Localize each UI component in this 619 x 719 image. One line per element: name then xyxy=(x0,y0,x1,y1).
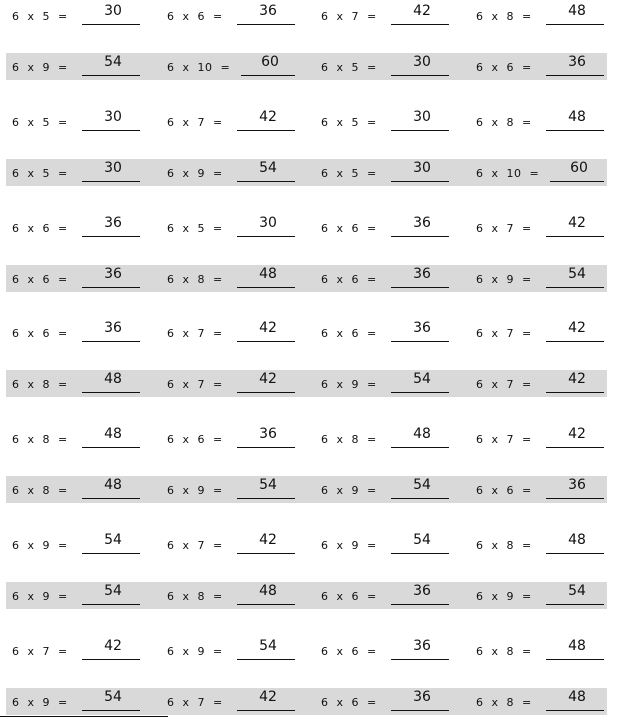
problem-expression: 6 x 7 = xyxy=(167,695,223,709)
math-problem xyxy=(321,370,461,397)
math-problem xyxy=(476,159,616,186)
answer-value: 42 xyxy=(259,532,277,548)
answer-value: 48 xyxy=(104,477,122,494)
answer-value: 54 xyxy=(259,159,277,176)
math-problem xyxy=(12,688,152,715)
worksheet-row xyxy=(6,319,607,346)
answer-value: 30 xyxy=(413,53,431,70)
worksheet-row xyxy=(6,637,607,664)
math-problem xyxy=(321,582,461,609)
math-problem xyxy=(167,319,307,346)
math-problem xyxy=(476,425,616,452)
math-problem xyxy=(476,582,616,609)
answer-line[interactable] xyxy=(391,53,449,76)
problem-expression: 6 x 6 = xyxy=(12,221,68,235)
answer-value: 54 xyxy=(413,477,431,494)
answer-line[interactable] xyxy=(546,688,604,711)
answer-line[interactable] xyxy=(82,265,140,288)
math-problem xyxy=(12,265,152,292)
answer-value: 30 xyxy=(413,108,431,125)
answer-value: 54 xyxy=(104,582,122,599)
math-problem xyxy=(167,159,307,186)
worksheet-row xyxy=(6,2,607,29)
problem-expression: 6 x 5 = xyxy=(321,60,377,74)
math-problem xyxy=(476,265,616,292)
answer-value: 48 xyxy=(259,265,277,282)
math-problem xyxy=(12,214,152,241)
problem-expression: 6 x 6 = xyxy=(321,272,377,286)
problem-expression: 6 x 6 = xyxy=(12,272,68,286)
answer-value: 48 xyxy=(104,426,122,443)
answer-value: 48 xyxy=(104,371,122,388)
math-problem xyxy=(167,265,307,292)
math-problem xyxy=(12,425,152,452)
problem-expression: 6 x 6 = xyxy=(321,221,377,235)
answer-line[interactable] xyxy=(82,108,140,131)
worksheet-row-shaded xyxy=(6,688,607,715)
answer-line[interactable] xyxy=(546,320,604,342)
answer-value: 30 xyxy=(104,108,122,125)
answer-line[interactable] xyxy=(546,214,604,237)
problem-expression: 6 x 6 = xyxy=(167,433,223,447)
answer-value: 54 xyxy=(104,688,122,705)
answer-line[interactable] xyxy=(391,637,449,660)
answer-line[interactable] xyxy=(391,371,449,393)
answer-value: 54 xyxy=(104,53,122,70)
math-problem xyxy=(476,319,616,346)
problem-expression: 6 x 8 = xyxy=(476,115,532,129)
answer-value: 36 xyxy=(104,320,122,337)
problem-expression: 6 x 8 = xyxy=(476,695,532,709)
answer-value: 48 xyxy=(568,637,586,654)
answer-value: 54 xyxy=(568,582,586,599)
answer-value: 54 xyxy=(104,532,122,548)
math-problem xyxy=(321,425,461,452)
problem-expression: 6 x 8 = xyxy=(476,10,532,23)
answer-value: 48 xyxy=(568,688,586,705)
answer-value: 54 xyxy=(259,477,277,494)
answer-value: 54 xyxy=(259,637,277,654)
math-problem xyxy=(321,476,461,503)
math-problem xyxy=(12,2,152,29)
worksheet-row-shaded xyxy=(6,265,607,292)
problem-expression: 6 x 9 = xyxy=(476,589,532,603)
answer-value: 30 xyxy=(259,214,277,231)
math-problem xyxy=(321,637,461,664)
problem-expression: 6 x 6 = xyxy=(12,327,68,341)
answer-value: 30 xyxy=(104,3,122,19)
answer-value: 42 xyxy=(259,688,277,705)
math-problem xyxy=(476,214,616,241)
answer-value: 42 xyxy=(259,108,277,125)
answer-line[interactable] xyxy=(237,108,295,131)
answer-line[interactable] xyxy=(237,688,295,711)
math-problem xyxy=(476,476,616,503)
math-problem xyxy=(12,476,152,503)
answer-line[interactable] xyxy=(546,53,604,76)
answer-value: 30 xyxy=(104,159,122,176)
answer-line[interactable] xyxy=(82,53,140,76)
answer-line[interactable] xyxy=(82,3,140,25)
answer-value: 36 xyxy=(413,265,431,282)
math-problem xyxy=(12,319,152,346)
problem-expression: 6 x 9 = xyxy=(12,539,68,552)
answer-value: 48 xyxy=(259,582,277,599)
answer-line[interactable] xyxy=(391,582,449,605)
answer-value: 36 xyxy=(413,688,431,705)
answer-value: 48 xyxy=(568,532,586,548)
answer-line[interactable] xyxy=(546,108,604,131)
worksheet-row xyxy=(6,214,607,241)
answer-value: 36 xyxy=(413,637,431,654)
math-problem xyxy=(476,531,616,558)
answer-line[interactable] xyxy=(82,214,140,237)
worksheet-row-shaded xyxy=(6,582,607,609)
problem-expression: 6 x 5 = xyxy=(321,115,377,129)
problem-expression: 6 x 9 = xyxy=(476,272,532,286)
math-problem xyxy=(321,531,461,558)
answer-line[interactable] xyxy=(546,371,604,393)
answer-line[interactable] xyxy=(237,371,295,393)
answer-line[interactable] xyxy=(391,477,449,499)
math-problem xyxy=(167,688,307,715)
problem-expression: 6 x 10 = xyxy=(167,60,231,74)
worksheet-row-shaded xyxy=(6,53,607,80)
answer-value: 42 xyxy=(568,426,586,443)
problem-expression: 6 x 9 = xyxy=(167,644,223,658)
math-problem xyxy=(12,159,152,186)
answer-line[interactable] xyxy=(391,320,449,342)
problem-expression: 6 x 7 = xyxy=(167,327,223,341)
problem-expression: 6 x 7 = xyxy=(167,378,223,392)
answer-line[interactable] xyxy=(237,214,295,237)
math-problem xyxy=(12,108,152,135)
answer-line[interactable] xyxy=(82,159,140,182)
problem-expression: 6 x 8 = xyxy=(167,589,223,603)
problem-expression: 6 x 7 = xyxy=(476,378,532,392)
answer-value: 54 xyxy=(413,532,431,548)
worksheet-row xyxy=(6,108,607,135)
problem-expression: 6 x 8 = xyxy=(476,539,532,552)
problem-expression: 6 x 7 = xyxy=(167,539,223,552)
answer-value: 36 xyxy=(568,53,586,70)
problem-expression: 6 x 7 = xyxy=(167,115,223,129)
answer-line[interactable] xyxy=(237,426,295,448)
footer-rule xyxy=(0,716,168,717)
answer-line[interactable] xyxy=(546,426,604,448)
problem-expression: 6 x 7 = xyxy=(476,221,532,235)
answer-line[interactable] xyxy=(391,426,449,448)
math-problem xyxy=(167,582,307,609)
answer-value: 60 xyxy=(261,53,279,70)
problem-expression: 6 x 9 = xyxy=(167,484,223,498)
answer-value: 36 xyxy=(104,265,122,282)
math-problem xyxy=(167,53,307,80)
worksheet-row xyxy=(6,531,607,558)
answer-value: 42 xyxy=(568,371,586,388)
math-problem xyxy=(321,159,461,186)
math-problem xyxy=(476,53,616,80)
answer-line[interactable] xyxy=(237,582,295,605)
answer-value: 60 xyxy=(570,159,588,176)
math-problem xyxy=(321,688,461,715)
problem-expression: 6 x 6 = xyxy=(321,695,377,709)
answer-value: 48 xyxy=(568,3,586,19)
worksheet-row-shaded xyxy=(6,476,607,503)
math-problem xyxy=(167,637,307,664)
answer-line[interactable] xyxy=(237,637,295,660)
answer-value: 36 xyxy=(104,214,122,231)
problem-expression: 6 x 6 = xyxy=(476,484,532,498)
answer-line[interactable] xyxy=(82,582,140,605)
math-problem xyxy=(12,531,152,558)
problem-expression: 6 x 8 = xyxy=(476,644,532,658)
answer-value: 36 xyxy=(413,214,431,231)
answer-line[interactable] xyxy=(237,159,295,182)
answer-line[interactable] xyxy=(546,477,604,499)
answer-value: 36 xyxy=(259,3,277,19)
answer-line[interactable] xyxy=(82,637,140,660)
math-problem xyxy=(12,582,152,609)
answer-value: 42 xyxy=(259,371,277,388)
answer-line[interactable] xyxy=(237,477,295,499)
answer-line[interactable] xyxy=(391,214,449,237)
math-problem xyxy=(167,214,307,241)
answer-value: 48 xyxy=(413,426,431,443)
answer-value: 54 xyxy=(568,265,586,282)
problem-expression: 6 x 6 = xyxy=(167,10,223,23)
answer-line[interactable] xyxy=(546,582,604,605)
math-problem xyxy=(476,108,616,135)
problem-expression: 6 x 5 = xyxy=(12,166,68,180)
problem-expression: 6 x 9 = xyxy=(12,695,68,709)
math-problem xyxy=(476,688,616,715)
math-problem xyxy=(167,531,307,558)
problem-expression: 6 x 5 = xyxy=(12,10,68,23)
answer-value: 36 xyxy=(413,320,431,337)
problem-expression: 6 x 7 = xyxy=(321,10,377,23)
answer-line[interactable] xyxy=(391,108,449,131)
answer-line[interactable] xyxy=(546,637,604,660)
math-problem xyxy=(167,108,307,135)
math-problem xyxy=(321,2,461,29)
answer-line[interactable] xyxy=(391,532,449,554)
worksheet-row-shaded xyxy=(6,370,607,397)
answer-line[interactable] xyxy=(546,3,604,25)
problem-expression: 6 x 7 = xyxy=(476,327,532,341)
answer-line[interactable] xyxy=(82,477,140,499)
answer-value: 36 xyxy=(568,477,586,494)
answer-line[interactable] xyxy=(237,320,295,342)
answer-line[interactable] xyxy=(237,3,295,25)
answer-value: 48 xyxy=(568,108,586,125)
answer-value: 54 xyxy=(413,371,431,388)
problem-expression: 6 x 9 = xyxy=(321,484,377,498)
problem-expression: 6 x 8 = xyxy=(321,433,377,447)
answer-line[interactable] xyxy=(546,532,604,554)
math-problem xyxy=(167,370,307,397)
math-problem xyxy=(167,2,307,29)
answer-line[interactable] xyxy=(550,159,604,182)
answer-value: 42 xyxy=(568,214,586,231)
answer-line[interactable] xyxy=(82,320,140,342)
answer-value: 36 xyxy=(259,426,277,443)
worksheet-row xyxy=(6,425,607,452)
problem-expression: 6 x 9 = xyxy=(12,60,68,74)
answer-line[interactable] xyxy=(82,426,140,448)
answer-value: 36 xyxy=(413,582,431,599)
problem-expression: 6 x 5 = xyxy=(321,166,377,180)
math-problem xyxy=(321,319,461,346)
math-problem xyxy=(321,214,461,241)
math-problem xyxy=(12,370,152,397)
problem-expression: 6 x 8 = xyxy=(12,484,68,498)
math-problem xyxy=(167,476,307,503)
problem-expression: 6 x 8 = xyxy=(167,272,223,286)
problem-expression: 6 x 9 = xyxy=(321,378,377,392)
answer-line[interactable] xyxy=(82,532,140,554)
answer-value: 42 xyxy=(259,320,277,337)
answer-line[interactable] xyxy=(237,532,295,554)
problem-expression: 6 x 5 = xyxy=(167,221,223,235)
math-problem xyxy=(12,53,152,80)
worksheet-row-shaded xyxy=(6,159,607,186)
math-problem xyxy=(476,370,616,397)
answer-value: 42 xyxy=(104,637,122,654)
answer-value: 30 xyxy=(413,159,431,176)
answer-value: 42 xyxy=(413,3,431,19)
math-problem xyxy=(321,53,461,80)
math-problem xyxy=(321,108,461,135)
problem-expression: 6 x 8 = xyxy=(12,378,68,392)
answer-line[interactable] xyxy=(82,371,140,393)
problem-expression: 6 x 6 = xyxy=(321,327,377,341)
problem-expression: 6 x 9 = xyxy=(12,589,68,603)
math-problem xyxy=(476,637,616,664)
answer-line[interactable] xyxy=(82,688,140,711)
answer-line[interactable] xyxy=(391,688,449,711)
answer-line[interactable] xyxy=(546,265,604,288)
problem-expression: 6 x 6 = xyxy=(321,644,377,658)
problem-expression: 6 x 9 = xyxy=(321,539,377,552)
answer-line[interactable] xyxy=(241,53,295,76)
problem-expression: 6 x 10 = xyxy=(476,166,540,180)
math-problem xyxy=(476,2,616,29)
problem-expression: 6 x 8 = xyxy=(12,433,68,447)
problem-expression: 6 x 6 = xyxy=(321,589,377,603)
answer-line[interactable] xyxy=(391,3,449,25)
problem-expression: 6 x 5 = xyxy=(12,115,68,129)
math-problem xyxy=(321,265,461,292)
answer-line[interactable] xyxy=(391,265,449,288)
answer-value: 42 xyxy=(568,320,586,337)
answer-line[interactable] xyxy=(391,159,449,182)
problem-expression: 6 x 9 = xyxy=(167,166,223,180)
problem-expression: 6 x 7 = xyxy=(12,644,68,658)
answer-line[interactable] xyxy=(237,265,295,288)
problem-expression: 6 x 7 = xyxy=(476,433,532,447)
math-problem xyxy=(12,637,152,664)
problem-expression: 6 x 6 = xyxy=(476,60,532,74)
math-problem xyxy=(167,425,307,452)
